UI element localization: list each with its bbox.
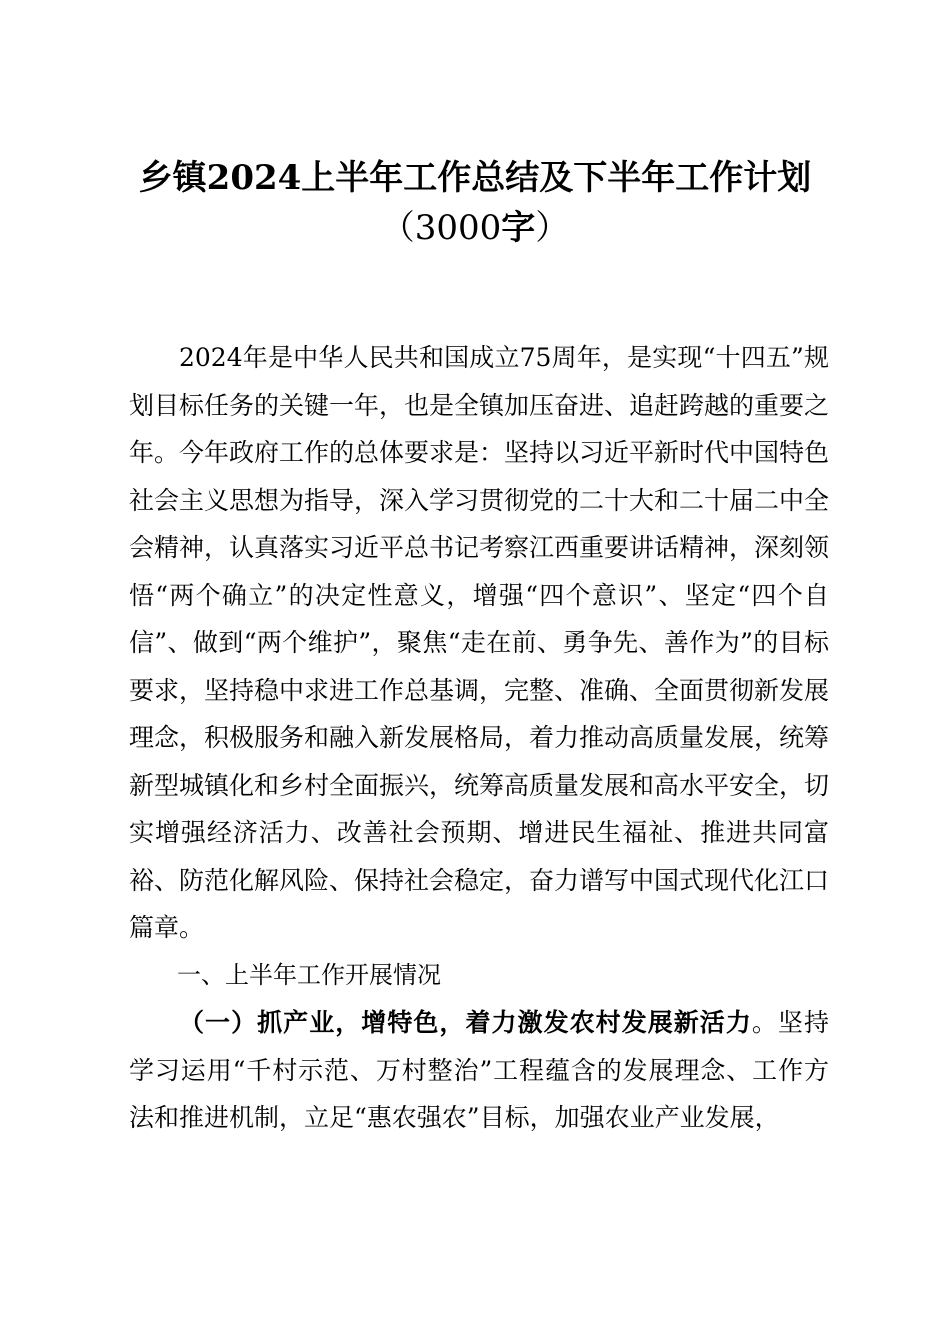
subsection-lead: （一）抓产业，增特色，着力激发农村发展新活力 — [179, 1008, 752, 1037]
document-body — [129, 334, 829, 1142]
document-title: 乡镇2024上半年工作总结及下半年工作计划 — [138, 158, 812, 198]
subtitle-open: （3000 — [380, 208, 502, 248]
intro-paragraph: 2024年是中华人民共和国成立75周年，是实现“十四五”规划目标任务的关键一年，也是全镇加压奋进、追赶跨越的重要之年。今年政府工作的总体要求是：坚持以习近平新时代中国特色社会主义思想为指导，深入学习贯彻党的二十大和二十届二中全会精神，认真落实习近平总书记考察江西重要讲话精神，深刻领悟“两个确立”的决定性意义，增强“四个意识”、坚定“四个自信”、做到“两个维护”，聚焦“走在前、勇争先、善作为”的目标要求，坚持稳中求进工作总基调，完整、准确、全面贯彻新发展理念，积极服务和融入新发展格局，着力推动高质量发展，统筹新型城镇化和乡村全面振兴，统筹高质量发展和高水平安全，切实增强经济活力、改善社会预期、增进民生福祉、推进共同富裕、防范化解风险、保持社会稳定，奋力谱写中国式现代化江口篇章。 — [129, 343, 830, 942]
subsection-paragraph — [129, 999, 829, 1142]
subtitle-unit: 字 — [501, 208, 536, 248]
section-heading: 一、上半年工作开展情况 — [177, 960, 441, 989]
subsection-text: 。坚持学习运用“千村示范、万村整治”工程蕴含的发展理念、工作方法和推进机制，立足“惠农强农”目标，加强农业产业发展， — [129, 1008, 829, 1132]
document-subtitle-word-count — [100, 206, 850, 250]
subtitle-close: ） — [535, 208, 570, 248]
